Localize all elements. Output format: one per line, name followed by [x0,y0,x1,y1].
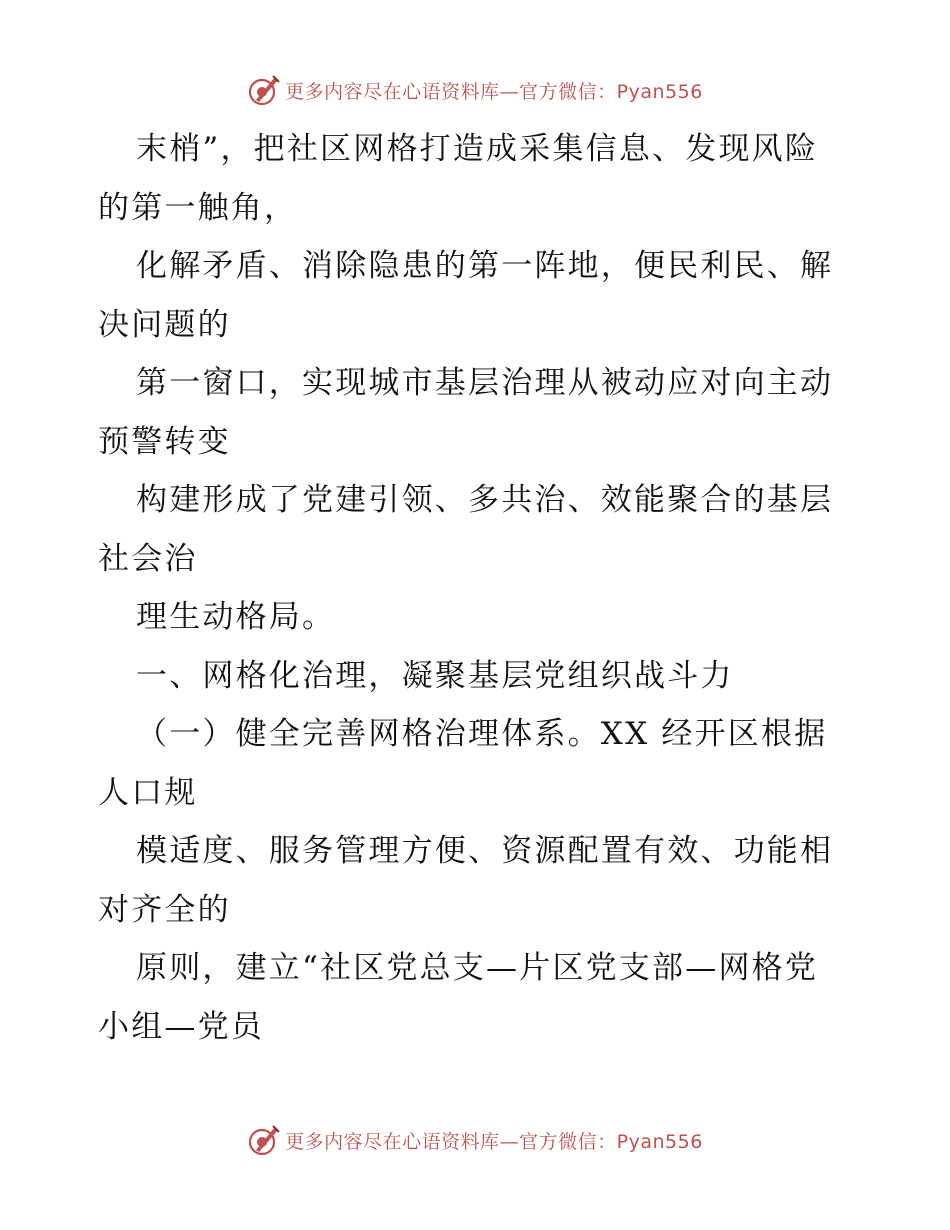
text-line: 的第一触角， [98,189,298,226]
footer-banner [0,1120,950,1160]
footer-banner-text: 更多内容尽在心语资料库—官方微信： [285,1130,617,1153]
header-banner-handle: Pyan556 [616,80,703,103]
text-line: 构建形成了党建引领、多共治、效能聚合的基层 [136,482,834,518]
pen-logo-icon [247,73,281,107]
text-line: 社会治 [98,540,198,577]
text-line: 人口规 [98,774,198,811]
text-line: 小组—党员 [98,1008,264,1045]
text-line: 原则，建立“社区党总支—片区党支部—网格党 [136,950,819,986]
text-line: 理生动格局。 [136,599,336,635]
text-line: 模适度、服务管理方便、资源配置有效、功能相 [136,833,834,869]
header-banner-text: 更多内容尽在心语资料库—官方微信： [285,80,617,103]
text-line: （一）健全完善网格治理体系。XX 经开区根据 [136,716,828,752]
header-banner [0,70,950,110]
footer-banner-handle: Pyan556 [616,1130,703,1153]
text-line: 对齐全的 [98,891,231,928]
text-line: 决问题的 [98,306,231,343]
pen-logo-icon [247,1123,281,1157]
text-line: 一、网格化治理，凝聚基层党组织战斗力 [136,657,734,694]
document-body [98,120,868,1056]
text-line: 预警转变 [98,423,231,460]
text-line: 第一窗口，实现城市基层治理从被动应对向主动 [136,365,834,401]
text-line: 化解矛盾、消除隐患的第一阵地，便民利民、解 [136,248,834,284]
text-line: 末梢”，把社区网格打造成采集信息、发现风险 [136,131,819,167]
